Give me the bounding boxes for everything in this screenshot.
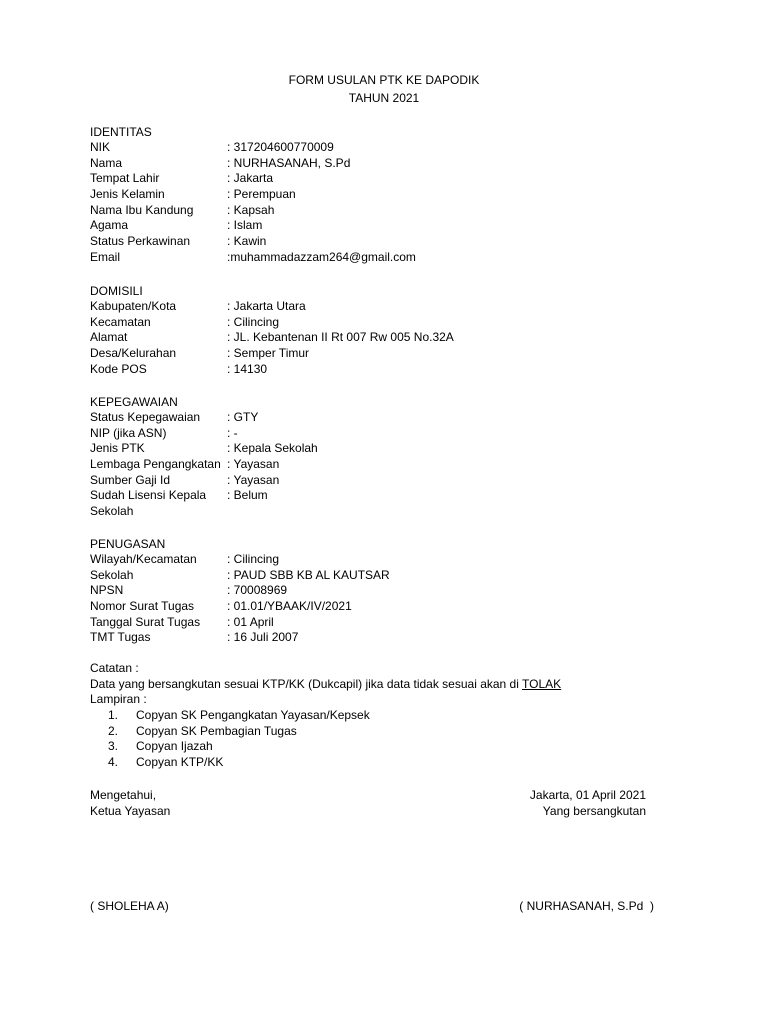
field-label: NIK	[90, 140, 111, 154]
notes-text	[90, 677, 710, 693]
field-row	[90, 156, 690, 172]
section-identitas	[90, 124, 690, 266]
list-text: Copyan KTP/KK	[136, 755, 224, 770]
field-row	[90, 140, 690, 156]
field-label: Status Kepegawaian	[90, 410, 201, 424]
field-row	[90, 457, 690, 473]
field-value: : Yayasan	[227, 457, 280, 472]
field-row	[90, 330, 690, 346]
field-row	[90, 426, 690, 442]
field-label: TMT Tugas	[90, 630, 151, 645]
field-label: Kecamatan	[90, 314, 151, 329]
field-value: : Cilincing	[227, 314, 280, 329]
list-text: Copyan SK Pembagian Tugas	[136, 723, 297, 738]
list-number: 4.	[107, 755, 118, 770]
signature-name-right: ( NURHASANAH, S.Pd )	[519, 899, 654, 913]
field-row	[90, 218, 690, 234]
field-label: Kode POS	[90, 361, 147, 376]
field-value: : Kapsah	[227, 202, 275, 217]
field-label: Jenis PTK	[90, 441, 145, 456]
signature-name-left: ( SHOLEHA A)	[90, 899, 169, 913]
list-text: Copyan Ijazah	[136, 739, 213, 754]
field-value: : Yayasan	[227, 472, 280, 487]
field-label: Sekolah	[90, 567, 134, 582]
field-value: : JL. Kebantenan II Rt 007 Rw 005 No.32A	[227, 330, 454, 345]
field-row	[90, 203, 690, 219]
notes-body: Data yang bersangkutan sesuai KTP/KK (Dukcapil) jika data tidak sesuai akan di	[90, 676, 523, 691]
field-row	[90, 362, 690, 378]
field-label: Tanggal Surat Tugas	[90, 614, 201, 629]
field-value: : NURHASANAH, S.Pd	[227, 155, 351, 170]
field-row	[90, 234, 690, 250]
field-row	[90, 441, 690, 457]
field-value: : 14130	[227, 361, 268, 376]
field-label: Tempat Lahir	[90, 171, 160, 186]
field-row	[90, 583, 690, 599]
signature-right-line2: Yang bersangkutan	[542, 803, 646, 818]
field-value: : Jakarta	[227, 171, 274, 186]
list-number: 1.	[107, 708, 118, 723]
field-row	[90, 410, 690, 426]
field-value: : 317204600770009	[227, 140, 334, 154]
field-label: Desa/Kelurahan	[90, 346, 177, 361]
field-row	[90, 250, 690, 266]
list-number: 2.	[107, 723, 118, 738]
field-row	[90, 488, 690, 519]
signature-right-line1: Jakarta, 01 April 2021	[529, 788, 646, 802]
field-label: Kabupaten/Kota	[90, 299, 177, 313]
list-number: 3.	[107, 739, 118, 754]
section-heading: PENUGASAN	[90, 537, 166, 551]
field-row	[90, 552, 690, 568]
section-kepegawaian	[90, 394, 690, 520]
list-item	[90, 708, 710, 724]
field-value: : Cilincing	[227, 552, 280, 566]
field-value: : Semper Timur	[227, 346, 310, 361]
field-value: : 16 Juli 2007	[227, 630, 299, 645]
field-label: Sumber Gaji Id	[90, 472, 171, 487]
field-value: : Jakarta Utara	[227, 299, 306, 313]
attachments-list	[90, 708, 710, 771]
section-heading: IDENTITAS	[90, 125, 152, 139]
field-label: Agama	[90, 218, 129, 233]
field-row	[90, 346, 690, 362]
section-domisili	[90, 283, 690, 377]
field-row	[90, 568, 690, 584]
field-row	[90, 630, 690, 646]
section-heading: KEPEGAWAIAN	[90, 395, 178, 409]
field-value: : GTY	[227, 410, 259, 424]
field-value: : Islam	[227, 218, 263, 233]
list-item	[90, 755, 710, 771]
field-label: Jenis Kelamin	[90, 187, 165, 202]
field-row	[90, 171, 690, 187]
field-value: : PAUD SBB KB AL KAUTSAR	[227, 567, 390, 582]
field-label: Sudah Lisensi Kepala Sekolah	[90, 488, 207, 519]
field-value: : Kawin	[227, 234, 267, 249]
list-item	[90, 724, 710, 740]
field-value: : Perempuan	[227, 187, 296, 202]
field-value: : -	[227, 425, 238, 440]
field-row	[90, 615, 690, 631]
signature-left-line2: Ketua Yayasan	[90, 803, 171, 818]
signature-left-line1: Mengetahui,	[90, 788, 157, 802]
field-row	[90, 299, 690, 315]
field-label: Wilayah/Kecamatan	[90, 552, 197, 566]
field-label: Nomor Surat Tugas	[90, 599, 195, 614]
field-value: : 70008969	[227, 583, 288, 598]
field-label: Email	[90, 249, 121, 264]
section-penugasan	[90, 536, 690, 646]
field-label: Alamat	[90, 330, 128, 345]
field-label: NPSN	[90, 583, 124, 598]
field-value: : Belum	[227, 488, 268, 503]
field-label: Lembaga Pengangkatan	[90, 457, 221, 472]
field-label: Status Perkawinan	[90, 234, 191, 249]
field-label: Nama Ibu Kandung	[90, 202, 194, 217]
list-text: Copyan SK Pengangkatan Yayasan/Kepsek	[136, 708, 370, 723]
field-value: : 01.01/YBAAK/IV/2021	[227, 599, 352, 614]
email-value: :muhammadazzam264@gmail.com	[227, 249, 416, 264]
field-label: Nama	[90, 155, 123, 170]
attachments-heading: Lampiran :	[90, 692, 147, 707]
signature-left	[90, 788, 170, 819]
field-row	[90, 315, 690, 331]
notes-heading: Catatan :	[90, 661, 139, 675]
form-year: TAHUN 2021	[348, 91, 420, 105]
field-row	[90, 599, 690, 615]
field-row	[90, 187, 690, 203]
notes-emphasis: TOLAK	[522, 676, 562, 691]
field-value: : 01 April	[227, 614, 274, 629]
field-value: : Kepala Sekolah	[227, 441, 318, 456]
section-heading: DOMISILI	[90, 284, 143, 298]
field-row	[90, 473, 690, 489]
field-label: NIP (jika ASN)	[90, 425, 167, 440]
notes-section	[90, 661, 710, 771]
list-item	[90, 739, 710, 755]
signature-right	[500, 788, 646, 819]
form-title: FORM USULAN PTK KE DAPODIK	[288, 73, 480, 87]
